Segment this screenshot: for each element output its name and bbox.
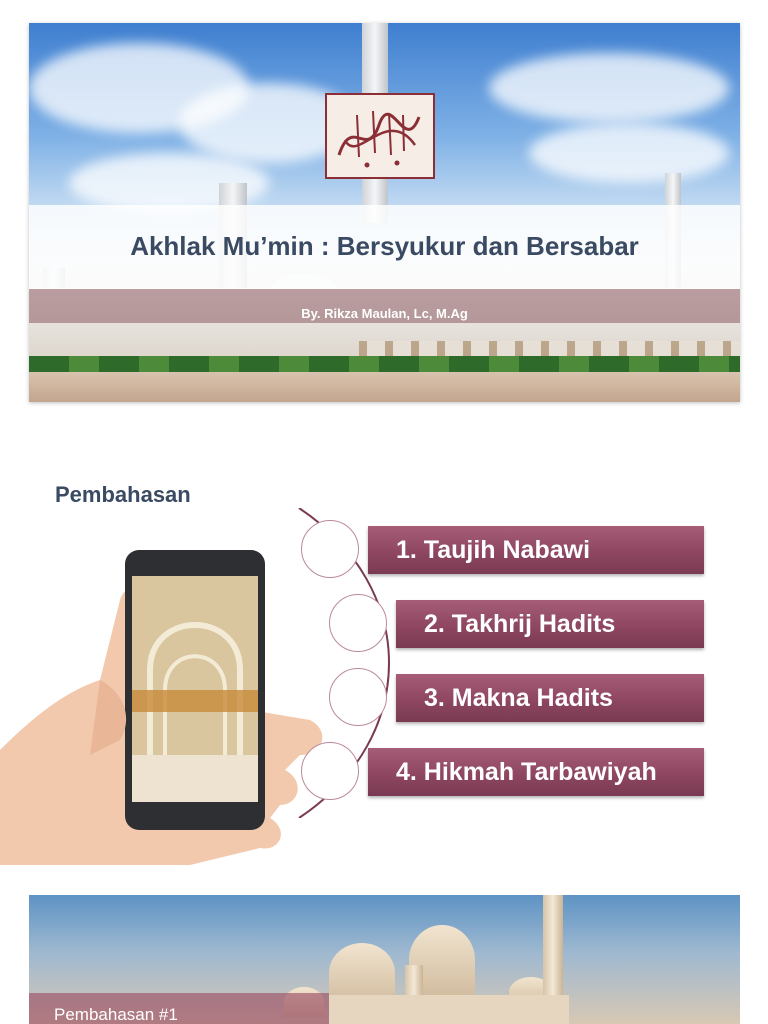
slide-title: Akhlak Mu’min : Bersyukur dan Bersabar xyxy=(130,231,639,261)
mosque-base xyxy=(329,995,569,1024)
agenda-item-4[interactable]: 4. Hikmah Tarbawiyah xyxy=(368,748,704,796)
agenda-item-1[interactable]: 1. Taujih Nabawi xyxy=(368,526,704,574)
garden xyxy=(29,356,740,372)
author-line: By. Rikza Maulan, Lc, M.Ag xyxy=(301,306,468,321)
agenda-slide xyxy=(29,460,740,865)
plaza xyxy=(29,372,740,402)
calligraphy-icon xyxy=(327,95,433,177)
dome xyxy=(329,943,395,1003)
section-label: Pembahasan #1 xyxy=(54,1005,178,1024)
title-slide xyxy=(29,23,740,402)
agenda-bullet-1 xyxy=(301,520,359,578)
agenda-heading: Pembahasan xyxy=(55,482,191,507)
agenda-bullet-3 xyxy=(329,668,387,726)
cloud xyxy=(529,123,729,183)
agenda-bullet-2 xyxy=(329,594,387,652)
cloud xyxy=(489,53,729,123)
agenda-item-3[interactable]: 3. Makna Hadits xyxy=(396,674,704,722)
calligraphy-logo xyxy=(325,93,435,179)
section-slide xyxy=(29,895,740,1024)
agenda-item-2[interactable]: 2. Takhrij Hadits xyxy=(396,600,704,648)
agenda-bullet-4 xyxy=(301,742,359,800)
